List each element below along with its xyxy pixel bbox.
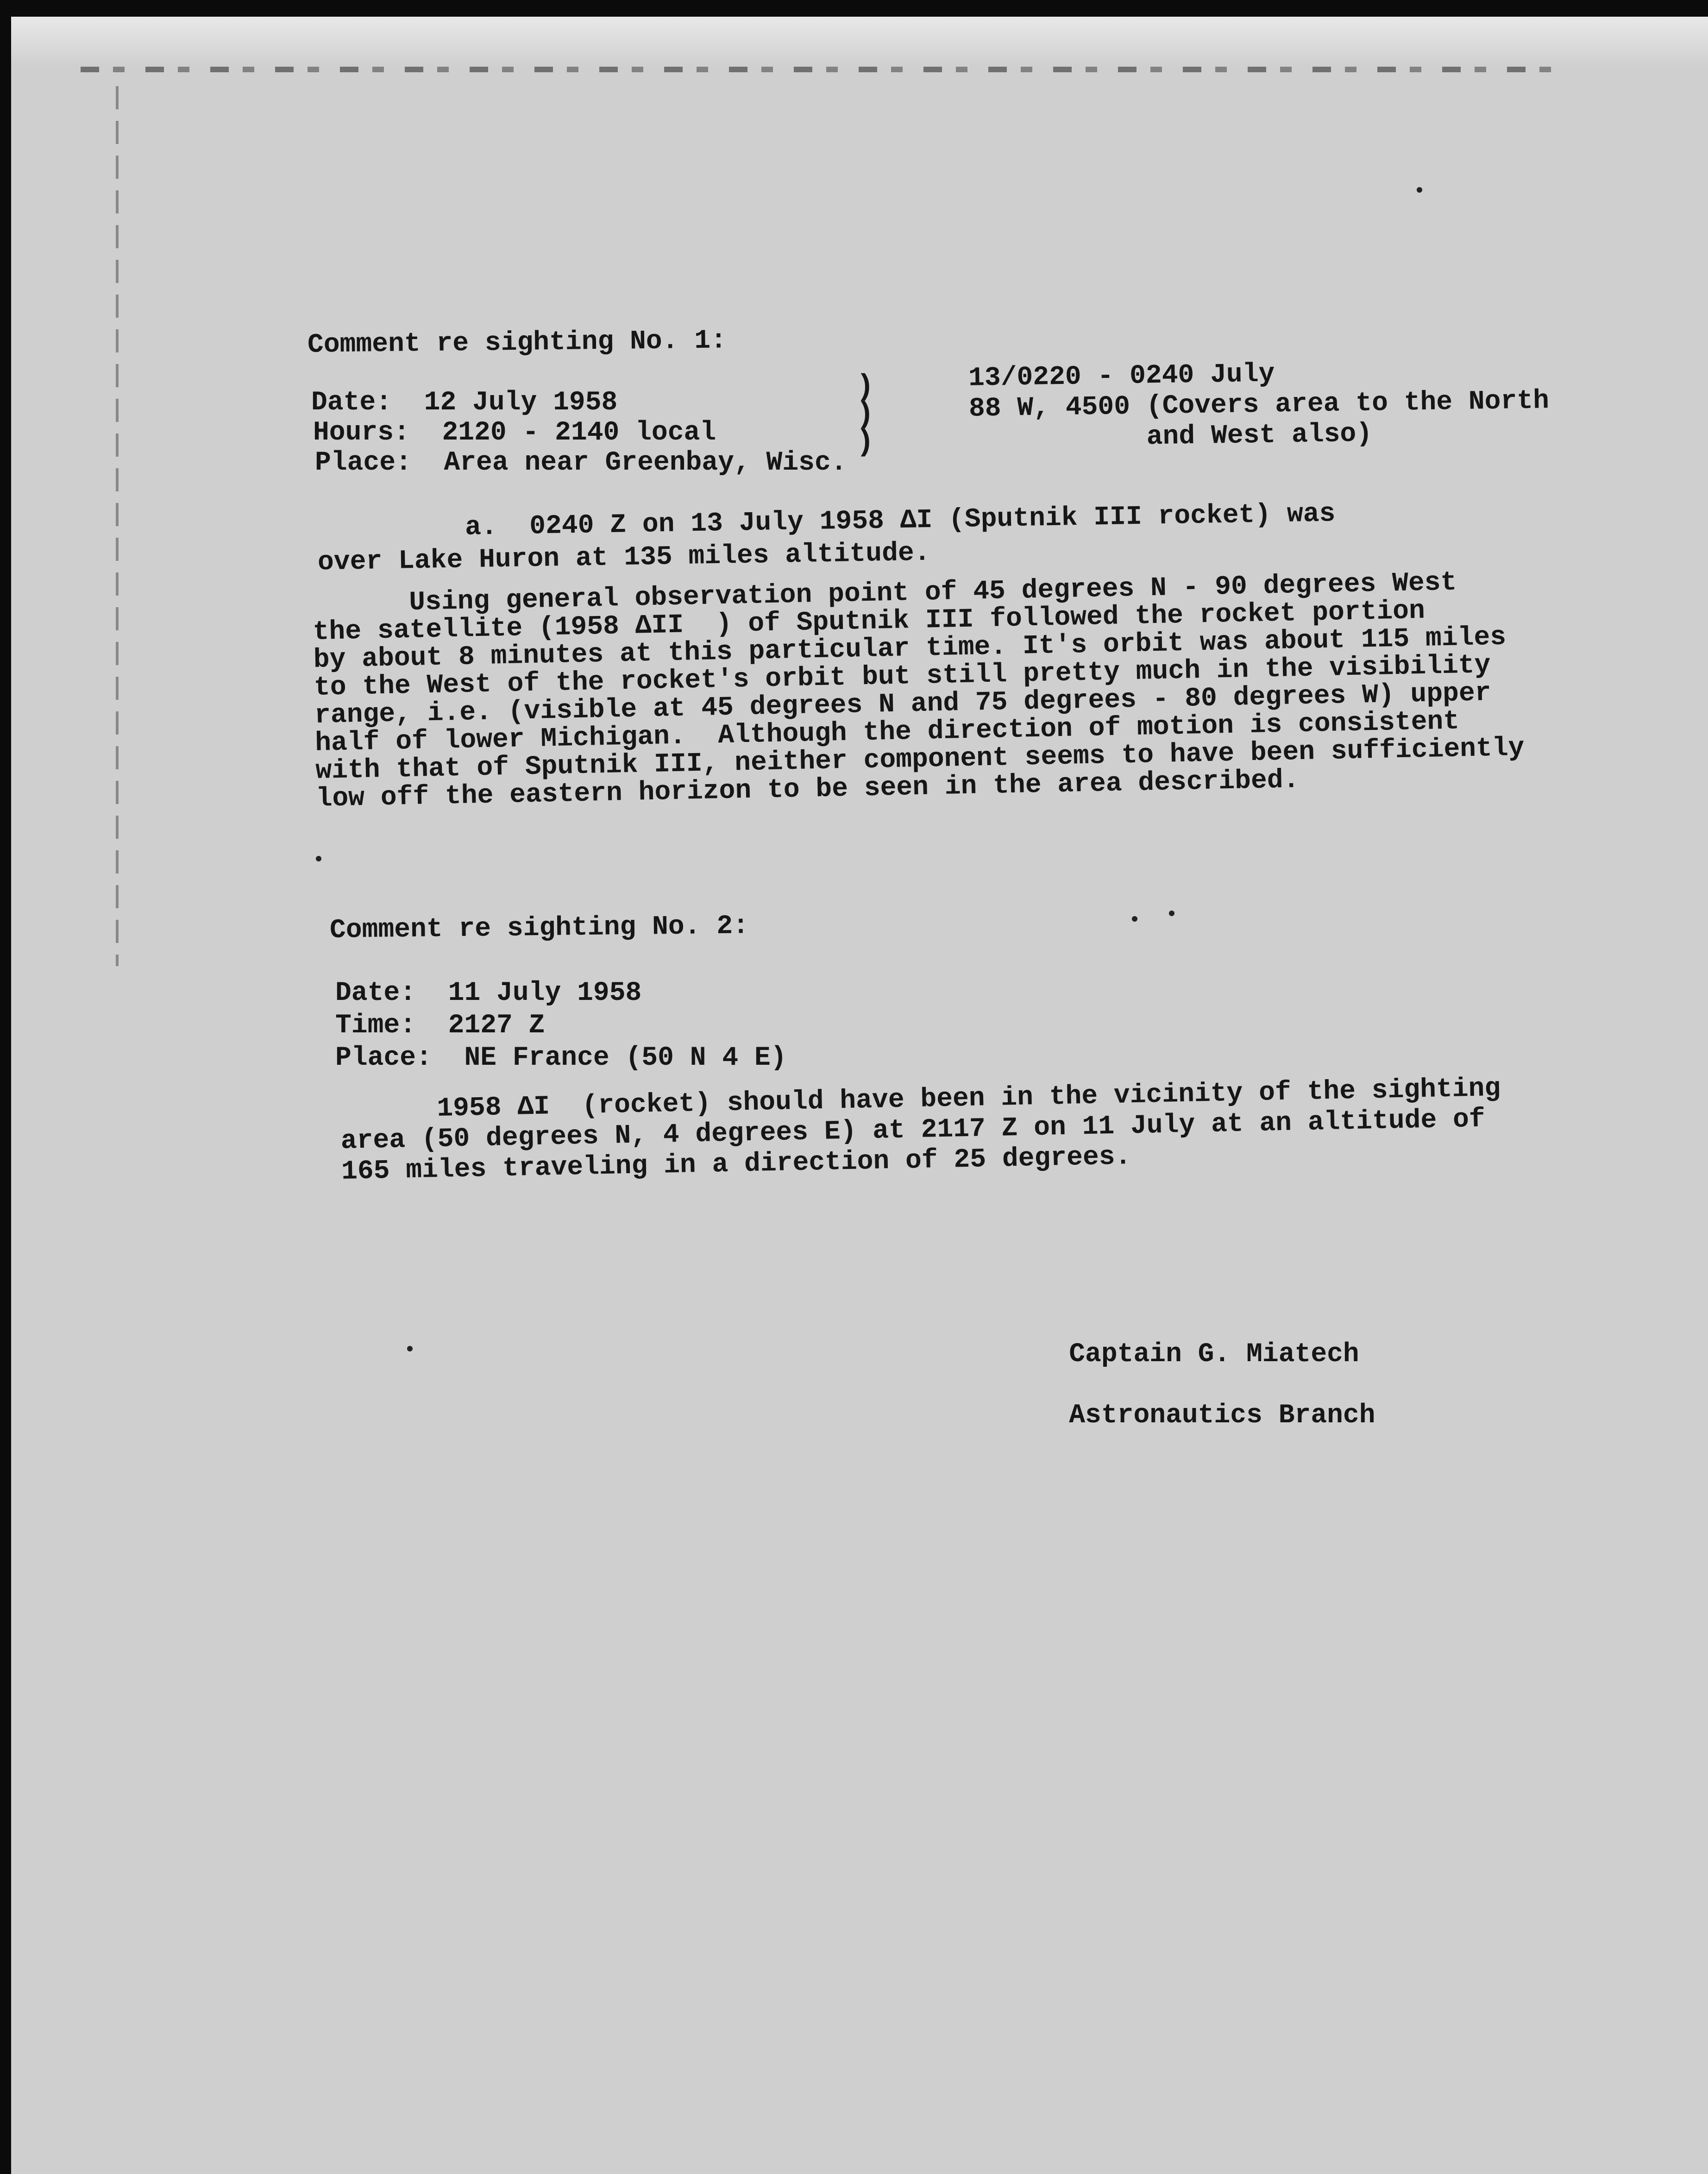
scan-speck xyxy=(1169,911,1174,916)
signature-name: Captain G. Miatech xyxy=(1069,1339,1359,1370)
sighting-1-orbit-note: 13/0220 - 0240 July 88 W, 4500 (Covers area to the North and West also) xyxy=(968,359,1550,455)
sighting-2-paragraph: 1958 ΔI (rocket) should have been in the vicinity of the sighting area (50 degrees N, 4 degrees E) at 2117 Z on 11 July at an altitude of 165 miles traveling in a direction of 25 degrees. xyxy=(340,1073,1501,1187)
scan-speck xyxy=(1132,916,1137,922)
sighting-1-hours: Hours: 2120 - 2140 local xyxy=(313,418,716,448)
scan-noise-strip xyxy=(81,67,1563,72)
closing-brackets: ) ) ) xyxy=(856,371,874,459)
scan-speck xyxy=(407,1346,413,1351)
sighting-1-item-a-cont: over Lake Huron at 135 miles altitude. xyxy=(317,538,931,578)
signature-block xyxy=(1005,1309,1375,1462)
sighting-2-time: Time: 2127 Z xyxy=(335,1011,545,1041)
sighting-1-place: Place: Area near Greenbay, Wisc. xyxy=(315,448,847,478)
scan-top-edge xyxy=(11,17,1708,68)
sighting-1-heading: Comment re sighting No. 1: xyxy=(307,326,727,360)
document-page xyxy=(11,17,1708,2174)
sighting-1-item-a: a. 0240 Z on 13 July 1958 ΔI (Sputnik III rocket) was xyxy=(465,499,1336,543)
scan-margin-line xyxy=(116,86,119,966)
sighting-1-date: Date: 12 July 1958 xyxy=(311,388,618,418)
scan-speck xyxy=(316,856,321,861)
scan-speck xyxy=(1417,187,1422,193)
sighting-2-heading: Comment re sighting No. 2: xyxy=(329,911,749,946)
signature-unit: Astronautics Branch xyxy=(1069,1401,1375,1431)
sighting-1-paragraph: Using general observation point of 45 degrees N - 90 degrees West the satellite (1958 ΔII ) of Sputnik III followed the rocket portion by about 8 minutes at this particular time. It's orbit was about 115 miles to the West of the rocket's orbit but still pretty much in the visibility range, i.e. (visible at 45 degrees N and 75 degrees - 80 degrees W) upper half of lower Michigan. Although the direction of motion is consistent with that of Sputnik III, neither component seems to have been sufficiently low off the eastern horizon to be seen in the area described. xyxy=(312,567,1525,814)
sighting-2-place: Place: NE France (50 N 4 E) xyxy=(335,1043,787,1073)
sighting-2-date: Date: 11 July 1958 xyxy=(335,978,642,1008)
